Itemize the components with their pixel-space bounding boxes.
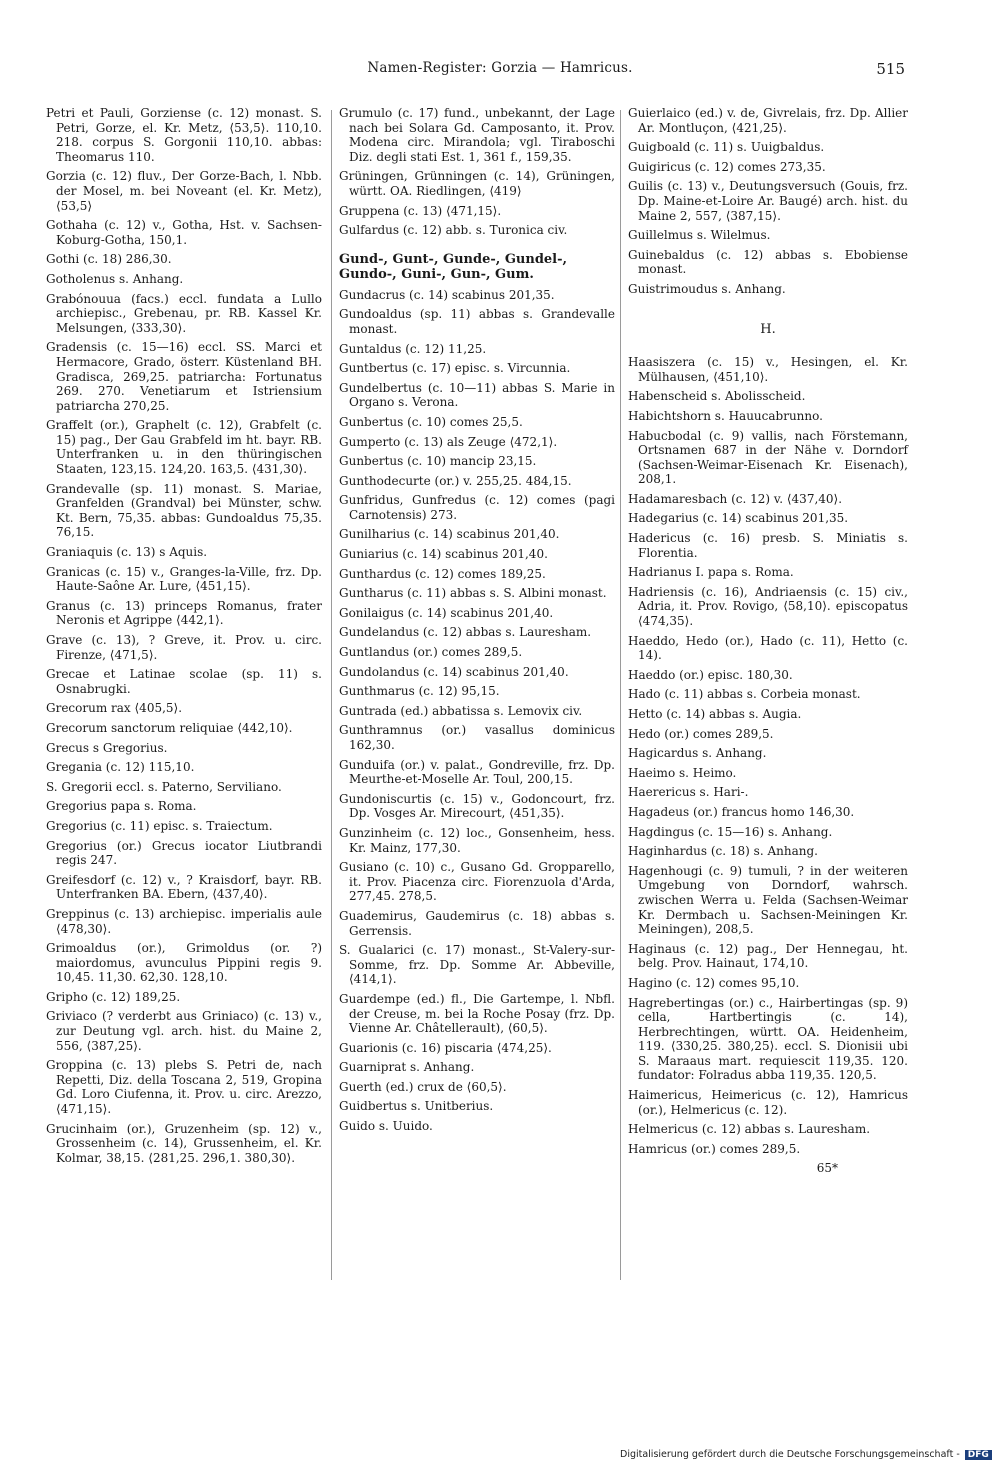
index-entry: Hagicardus s. Anhang. [628,746,767,761]
index-entry: Hado (c. 11) abbas s. Corbeia monast. [628,687,861,702]
index-entry: Guarionis (c. 16) piscaria ⟨474,25⟩. [339,1040,552,1055]
index-entry: Habichtshorn s. Hauucabrunno. [628,408,823,423]
index-entry: Haginaus (c. 12) pag., Der Hennegau, ht. belg. Prov. Hainaut, 174,10. [628,941,908,971]
index-entry: Guntbertus (c. 17) episc. s. Vircunnia. [339,361,571,376]
index-entry: Hagenhougi (c. 9) tumuli, ? in der weiteren Umgebung von Dorndorf, wahrsch. zwischen Werra u. Felda (Sachsen-Weimar Kr. Dermbach u. Sachsen-Meiningen Kr. Meiningen), 208,5. [628,863,908,937]
index-entry: Gunthodecurte (or.) v. 255,25. 484,15. [339,473,572,488]
index-entry: Gunthmarus (c. 12) 95,15. [339,684,500,699]
index-entry: Guntharus (c. 11) abbas s. S. Albini monast. [339,586,607,601]
index-entry: Haimericus, Heimericus (c. 12), Hamricus (or.), Helmericus (c. 12). [628,1088,908,1117]
index-entry: Grecorum sanctorum reliquiae ⟨442,10⟩. [46,720,293,735]
index-entry: Guarniprat s. Anhang. [339,1060,475,1075]
index-entry: Guillelmus s. Wilelmus. [628,228,771,243]
index-entry: Gorzia (c. 12) fluv., Der Gorze-Bach, l. Nbb. der Mosel, m. bei Noveant (el. Kr. Metz), ⟨53,5⟩ [46,169,322,213]
index-entry: Gunthardus (c. 12) comes 189,25. [339,566,546,581]
index-entry: Gregorius (or.) Grecus iocator Liutbrandi regis 247. [46,838,322,868]
index-entry: Gunbertus (c. 10) comes 25,5. [339,414,523,429]
index-entry: S. Gregorii eccl. s. Paterno, Serviliano. [46,779,282,794]
index-entry: Gregorius papa s. Roma. [46,799,197,814]
index-entry: Grumulo (c. 17) fund., unbekannt, der Lage nach bei Solara Gd. Camposanto, it. Prov. Modena circ. Mirandola; vgl. Tiraboschi Diz. degli stati Est. 1, 361 f., 159,35. [339,106,615,164]
index-entry: Gruppena (c. 13) ⟨471,15⟩. [339,203,502,218]
index-entry: Greppinus (c. 13) archiepisc. imperialis aule ⟨478,30⟩. [46,906,322,936]
index-entry: Habenscheid s. Abolisscheid. [628,389,806,404]
running-title: Namen-Register: Gorzia — Hamricus. [367,60,633,76]
column-divider [331,110,332,1280]
index-entry: Gunfridus, Gunfredus (c. 12) comes (pagi Carnotensis) 273. [339,493,615,522]
index-entry: Graniaquis (c. 13) s Aquis. [46,545,208,560]
index-entry: Hadamaresbach (c. 12) v. ⟨437,40⟩. [628,491,843,506]
index-entry: Grüningen, Grünningen (c. 14), Grüningen, württ. OA. Riedlingen, ⟨419⟩ [339,169,615,198]
index-entry: Guerth (ed.) crux de ⟨60,5⟩. [339,1079,507,1094]
column-divider [620,110,621,1280]
index-entry: Guardempe (ed.) fl., Die Gartempe, l. Nbfl. der Creuse, m. bei la Roche Posay (frz. Dp. Vienne Ar. Châtellerault), ⟨60,5⟩. [339,991,615,1036]
index-entry: Hedo (or.) comes 289,5. [628,726,774,741]
index-entry: Groppina (c. 13) plebs S. Petri de, nach Repetti, Diz. della Toscana 2, 519, Gropina Gd. Loro Ciufenna, it. Prov. u. circ. Arezzo, ⟨471,15⟩. [46,1058,322,1117]
index-entry: Gundacrus (c. 14) scabinus 201,35. [339,287,555,302]
index-entry: Gumperto (c. 13) als Zeuge ⟨472,1⟩. [339,434,558,449]
index-entry: S. Gualarici (c. 17) monast., St-Valery-sur-Somme, frz. Dp. Somme Ar. Abbeville, ⟨414,1⟩. [339,943,615,987]
index-entry: Guigboald (c. 11) s. Uuigbaldus. [628,140,825,155]
index-entry: Gotholenus s. Anhang. [46,271,184,286]
name-group-heading: Gund-, Gunt-, Gunde-, Gundel-, Gundo-, Guni-, Gun-, Gum. [339,251,568,282]
index-entry: Gunzinheim (c. 12) loc., Gonsenheim, hess. Kr. Mainz, 177,30. [339,825,615,855]
index-entry: Gunilharius (c. 14) scabinus 201,40. [339,527,560,542]
index-entry: Hagrebertingas (or.) c., Hairbertingas (sp. 9) cella, Hartbertingis (c. 14), Herbrechtingen, württ. OA. Heidenheim, 119. ⟨330,25. 380,25⟩. eccl. S. Dionisii ubi S. Maraaus mart. requiescit 119,35. 120. fundator: Folradus abba 119,35. 120,5. [628,995,908,1083]
index-entry: Gripho (c. 12) 189,25. [46,989,181,1004]
index-entry: Haerericus s. Hari-. [628,785,749,800]
index-entry: Greifesdorf (c. 12) v., ? Kraisdorf, bayr. RB. Unterfranken BA. Ebern, ⟨437,40⟩. [46,872,322,902]
index-entry: Hagdingus (c. 15—16) s. Anhang. [628,824,833,839]
index-entry: Hamricus (or.) comes 289,5. [628,1141,801,1156]
column-1 [46,106,322,1170]
index-entry: Guademirus, Gaudemirus (c. 18) abbas s. Gerrensis. [339,908,615,938]
page-header [0,60,1000,90]
dfg-logo: DFG [965,1450,992,1460]
index-entry: Gothaha (c. 12) v., Gotha, Hst. v. Sachsen-Koburg-Gotha, 150,1. [46,218,322,247]
index-entry: Gonilaigus (c. 14) scabinus 201,40. [339,605,554,620]
index-entry: Gundelbertus (c. 10—11) abbas S. Marie in Organo s. Verona. [339,380,615,410]
index-entry: Hadriensis (c. 16), Andriaensis (c. 15) civ., Adria, it. Prov. Rovigo, ⟨58,10⟩. episcopatus ⟨474,35⟩. [628,584,908,629]
index-entry: Gregania (c. 12) 115,10. [46,760,195,775]
index-entry: Gregorius (c. 11) episc. s. Traiectum. [46,818,273,833]
index-entry: Gundelandus (c. 12) abbas s. Lauresham. [339,625,592,640]
index-entry: Haasiszera (c. 15) v., Hesingen, el. Kr. Mülhausen, ⟨451,10⟩. [628,355,908,384]
index-entry: Hagino (c. 12) comes 95,10. [628,975,800,990]
index-entry: Grucinhaim (or.), Gruzenheim (sp. 12) v., Grossenheim (c. 14), Grussenheim, el. Kr. Kolmar, 38,15. ⟨281,25. 296,1. 380,30⟩. [46,1121,322,1165]
index-entry: Gusiano (c. 10) c., Gusano Gd. Gropparello, it. Prov. Piacenza circ. Fiorenzuola d'Arda, 277,45. 278,5. [339,860,615,904]
index-entry: Graffelt (or.), Graphelt (c. 12), Grabfelt (c. 15) pag., Der Gau Grabfeld im ht. bayr. RB. Unterfranken u. in den thüringischen Staaten, 123,15. 124,20. 163,5. ⟨431,30⟩. [46,418,322,477]
index-entry: Hadegarius (c. 14) scabinus 201,35. [628,511,849,526]
index-entry: Gothi (c. 18) 286,30. [46,252,172,267]
index-entry: Guniarius (c. 14) scabinus 201,40. [339,547,548,562]
index-entry: Guierlaico (ed.) v. de, Givrelais, frz. Dp. Allier Ar. Montluçon, ⟨421,25⟩. [628,106,908,135]
index-entry: Grecus s Gregorius. [46,740,168,755]
index-entry: Gundoniscurtis (c. 15) v., Godoncourt, frz. Dp. Vosges Ar. Mirecourt, ⟨451,35⟩. [339,791,615,821]
index-entry: Haeddo, Hedo (or.), Hado (c. 11), Hetto (c. 14). [628,633,908,663]
index-entry: Guistrimoudus s. Anhang. [628,281,786,296]
index-entry: Gunthramnus (or.) vasallus dominicus 162,30. [339,723,615,752]
index-entry: Grave (c. 13), ? Greve, it. Prov. u. circ. Firenze, ⟨471,5⟩. [46,633,322,662]
index-entry: Gunduifa (or.) v. palat., Gondreville, frz. Dp. Meurthe-et-Moselle Ar. Toul, 200,15. [339,757,615,787]
index-entry: Grecae et Latinae scolae (sp. 11) s. Osnabrugki. [46,667,322,696]
index-entry: Petri et Pauli, Gorziense (c. 12) monast. S. Petri, Gorze, el. Kr. Metz, ⟨53,5⟩. 110,10. 218. corpus S. Gorgonii 110,10. abbas: Theomarus 110. [46,106,322,164]
index-entry: Gundolandus (c. 14) scabinus 201,40. [339,664,569,679]
index-entry: Gradensis (c. 15—16) eccl. SS. Marci et Hermacore, Grado, österr. Küstenland BH. Gradisca, 269,25. patriarcha: Fortunatus 269. 270. Venetiarum et Istriensium patriarcha 270,25. [46,340,322,413]
section-letter-heading: H. [760,321,776,337]
index-entry: Guntaldus (c. 12) 11,25. [339,341,487,356]
index-entry: Griviaco (? verderbt aus Griniaco) (c. 13) v., zur Deutung vgl. arch. hist. du Maine 2, 556, ⟨387,25⟩. [46,1009,322,1053]
index-entry: Grabónouua (facs.) eccl. fundata a Lullo archiepisc., Grebenau, pr. RB. Kassel Kr. Melsungen, ⟨333,30⟩. [46,291,322,335]
index-entry: Hadericus (c. 16) presb. S. Miniatis s. Florentia. [628,531,908,560]
footer-text: Digitalisierung gefördert durch die Deutsche Forschungsgemeinschaft - [620,1449,960,1460]
index-entry: Haginhardus (c. 18) s. Anhang. [628,844,818,859]
page-number: 515 [876,60,905,78]
index-entry: Guntrada (ed.) abbatissa s. Lemovix civ. [339,703,583,718]
index-entry: Grandevalle (sp. 11) monast. S. Mariae, Granfelden (Grandval) bei Münster, schw. Kt. Bern, 75,35. abbas: Gundoaldus 75,35. 76,15. [46,481,322,540]
column-3 [628,106,908,1176]
index-entry: Hetto (c. 14) abbas s. Augia. [628,707,802,721]
index-entry: Guilis (c. 13) v., Deutungsversuch (Gouis, frz. Dp. Maine-et-Loire Ar. Baugé) arch. hist. du Maine 2, 557, ⟨387,15⟩. [628,179,908,223]
index-entry: Granus (c. 13) princeps Romanus, frater Neronis et Agrippe ⟨442,1⟩. [46,598,322,628]
column-2 [339,106,615,1139]
index-entry: Guidbertus s. Unitberius. [339,1099,494,1114]
index-entry: Haeimo s. Heimo. [628,765,737,780]
index-entry: Guntlandus (or.) comes 289,5. [339,645,523,660]
index-entry: Granicas (c. 15) v., Granges-la-Ville, frz. Dp. Haute-Saône Ar. Lure, ⟨451,15⟩. [46,564,322,594]
footer-credit [620,1449,992,1460]
index-entry: Gunbertus (c. 10) mancip 23,15. [339,454,537,469]
index-entry: Grecorum rax ⟨405,5⟩. [46,701,183,716]
sheet-signature: 65* [816,1161,838,1176]
index-entry: Guido s. Uuido. [339,1119,433,1134]
index-entry: Guigiricus (c. 12) comes 273,35. [628,159,826,174]
index-entry: Habucbodal (c. 9) vallis, nach Förstemann, Ortsnamen 687 in der Nähe v. Dorndorf (Sachsen-Weimar-Eisenach Kr. Eisenach), 208,1. [628,428,908,487]
index-entry: Gundoaldus (sp. 11) abbas s. Grandevalle monast. [339,307,615,336]
index-entry: Guinebaldus (c. 12) abbas s. Ebobiense monast. [628,247,908,277]
index-entry: Gulfardus (c. 12) abb. s. Turonica civ. [339,223,568,238]
index-entry: Haeddo (or.) episc. 180,30. [628,667,793,682]
index-entry: Grimoaldus (or.), Grimoldus (or. ?) maiordomus, avunculus Pippini regis 9. 10,45. 11,30. 62,30. 128,10. [46,941,322,985]
index-entry: Hadrianus I. papa s. Roma. [628,565,794,580]
index-entry: Hagadeus (or.) francus homo 146,30. [628,804,855,819]
index-entry: Helmericus (c. 12) abbas s. Lauresham. [628,1122,871,1137]
